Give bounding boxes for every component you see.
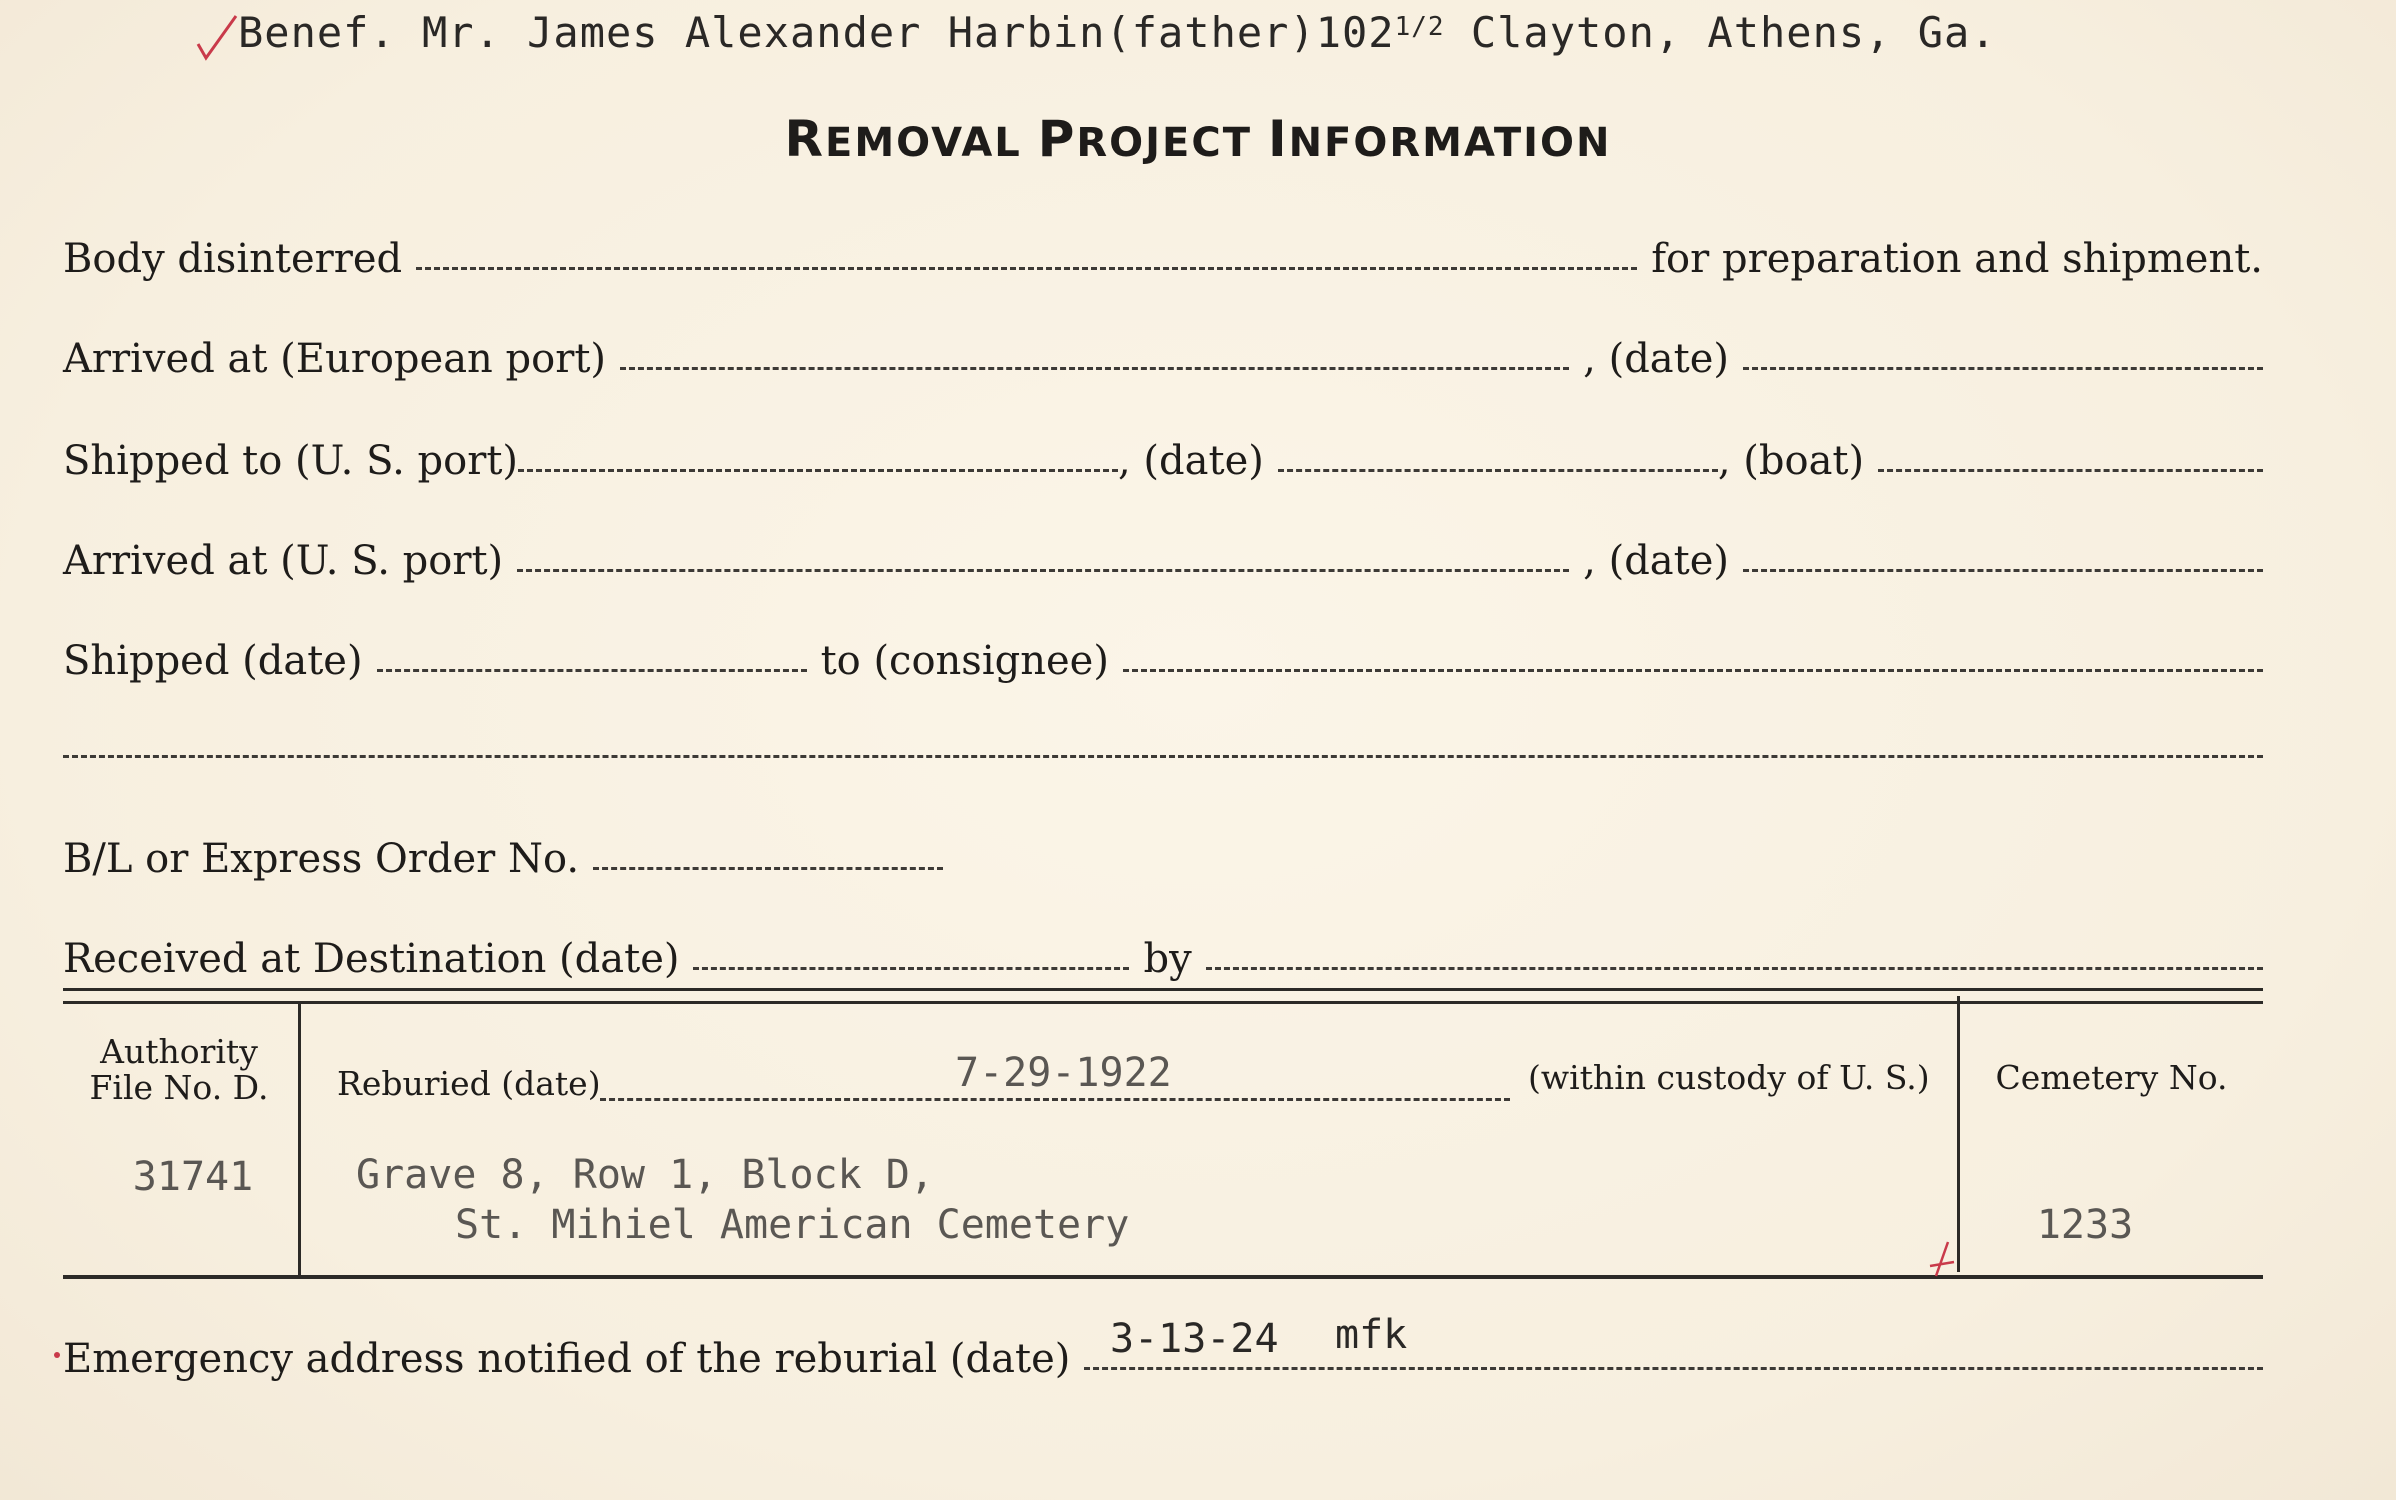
by-label: by <box>1143 936 1192 982</box>
grave-location-line-1: Grave 8, Row 1, Block D, <box>356 1152 934 1198</box>
row-arrived-european <box>63 322 2263 382</box>
table-top-rule <box>63 988 2263 1004</box>
shipped-date-field <box>1278 469 1718 472</box>
heading-word-3-rest: NFORMATION <box>1288 120 1612 166</box>
row-shipped-us-port <box>63 424 2263 484</box>
date-label: , (date) <box>1583 336 1729 382</box>
beneficiary-text: Benef. Mr. James Alexander Harbin(father)102 <box>238 8 1395 57</box>
custody-label: (within custody of U. S.) <box>1528 1058 1930 1097</box>
table-divider-left <box>298 1004 301 1276</box>
boat-label: , (boat) <box>1717 438 1865 484</box>
emergency-initials: mfk <box>1335 1312 1408 1358</box>
authority-label-line-1: Authority <box>100 1032 258 1071</box>
beneficiary-address: Clayton, Athens, Ga. <box>1444 8 1997 57</box>
reburied-label: Reburied (date) <box>337 1064 601 1103</box>
row-bl-express <box>63 822 2263 882</box>
authority-file-label <box>63 1034 295 1106</box>
row-arrived-us-port <box>63 524 2263 584</box>
reburied-date: 7-29-1922 <box>955 1050 1172 1096</box>
arrived-us-port-field <box>517 569 1569 572</box>
received-destination-label: Received at Destination (date) <box>63 936 680 982</box>
bl-express-label: B/L or Express Order No. <box>63 836 580 882</box>
heading-word-3-cap: I <box>1267 110 1289 168</box>
authority-file-number: 31741 <box>132 1154 254 1200</box>
us-port-field <box>518 469 1118 472</box>
reburied-date-field <box>600 1098 1510 1101</box>
consignee-continued-field <box>63 755 2263 758</box>
european-date-field <box>1743 367 2263 370</box>
emergency-date-field <box>1084 1367 2263 1370</box>
row-consignee-continued <box>63 710 2263 770</box>
shipped-date-only-field <box>377 669 807 672</box>
heading-word-2-cap: P <box>1037 110 1077 168</box>
row-body-disinterred <box>63 222 2263 282</box>
authority-label-line-2: File No. D. <box>89 1068 269 1107</box>
received-by-field <box>1206 967 2263 970</box>
red-pencil-mark-icon <box>1928 1240 1956 1278</box>
european-port-field <box>620 367 1569 370</box>
beneficiary-line <box>238 8 1997 57</box>
emergency-address-label: Emergency address notified of the reburial (date) <box>63 1336 1071 1382</box>
received-date-field <box>693 967 1129 970</box>
body-disinterred-field <box>416 267 1637 270</box>
row-shipped-consignee <box>63 624 2263 684</box>
cemetery-number-label: Cemetery No. <box>1995 1058 2228 1097</box>
heading-word-1-cap: R <box>784 110 826 168</box>
boat-field <box>1878 469 2263 472</box>
emergency-date: 3-13-24 <box>1110 1316 1279 1362</box>
arrived-date-label: , (date) <box>1583 538 1729 584</box>
check-mark-icon <box>196 14 240 64</box>
shipped-date-label: , (date) <box>1118 438 1264 484</box>
heading-word-2-rest: ROJECT <box>1076 120 1253 166</box>
page-title <box>0 110 2396 168</box>
arrived-date-field <box>1743 569 2263 572</box>
for-preparation-label: for preparation and shipment. <box>1651 236 2263 282</box>
arrived-us-port-label: Arrived at (U. S. port) <box>63 538 504 584</box>
shipped-us-port-label: Shipped to (U. S. port) <box>63 438 518 484</box>
heading-word-1-rest: EMOVAL <box>825 120 1022 166</box>
body-disinterred-label: Body disinterred <box>63 236 403 282</box>
red-dot-icon <box>54 1352 60 1358</box>
shipped-date-only-label: Shipped (date) <box>63 638 363 684</box>
consignee-label: to (consignee) <box>820 638 1109 684</box>
consignee-field <box>1123 669 2263 672</box>
row-received-destination <box>63 922 2263 982</box>
bl-express-field <box>593 867 943 870</box>
address-fraction: 1/2 <box>1394 12 1445 42</box>
cemetery-number: 1233 <box>2036 1202 2134 1248</box>
arrived-european-label: Arrived at (European port) <box>63 336 607 382</box>
grave-location-line-2: St. Mihiel American Cemetery <box>455 1202 1130 1248</box>
